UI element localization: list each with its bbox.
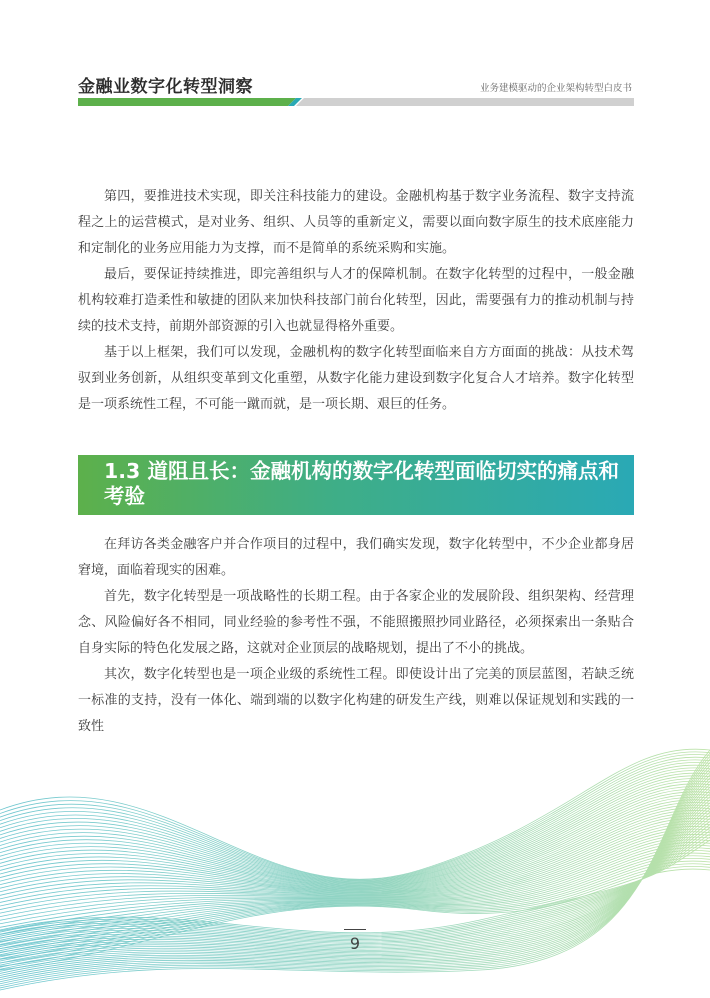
paragraph: 首先，数字化转型是一项战略性的长期工程。由于各家企业的发展阶段、组织架构、经营理念、风险偏好各不相同，同业经验的参考性不强，不能照搬照抄同业路径，必须探索出一条贴合自身实际的特色化发展之路，这就对企业顶层的战略规划，提出了不小的挑战。	[78, 589, 634, 656]
body-text-bottom	[78, 532, 634, 740]
paragraph: 第四，要推进技术实现，即关注科技能力的建设。金融机构基于数字业务流程、数字支持流程之上的运营模式，是对业务、组织、人员等的重新定义，需要以面向数字原生的技术底座能力和定制化的业务应用能力为支撑，而不是简单的系统采购和实施。	[78, 189, 634, 256]
section-title: 1.3 道阻且长：金融机构的数字化转型面临切实的痛点和考验	[104, 459, 619, 508]
section-banner	[78, 455, 634, 515]
header-title: 金融业数字化转型洞察	[78, 77, 253, 97]
paragraph: 基于以上框架，我们可以发现，金融机构的数字化转型面临来自方方面面的挑战：从技术驾驭到业务创新，从组织变革到文化重塑，从数字化能力建设到数字化复合人才培养。数字化转型是一项系统性工程，不可能一蹴而就，是一项长期、艰巨的任务。	[78, 345, 634, 412]
paragraph: 在拜访各类金融客户并合作项目的过程中，我们确实发现，数字化转型中，不少企业都身居窘境，面临着现实的困难。	[78, 537, 634, 578]
wave-line	[0, 784, 710, 887]
page-number-rule	[344, 929, 366, 930]
paragraph: 最后，要保证持续推进，即完善组织与人才的保障机制。在数字化转型的过程中，一般金融机构较难打造柔性和敏捷的团队来加快科技部门前台化转型，因此，需要强有力的推动机制与持续的技术支持，前期外部资源的引入也就显得格外重要。	[78, 267, 634, 334]
body-text-top	[78, 184, 634, 418]
paragraph: 其次，数字化转型也是一项企业级的系统性工程。即使设计出了完美的顶层蓝图，若缺乏统一标准的支持，没有一体化、端到端的以数字化构建的研发生产线，则难以保证规划和实践的一致性	[78, 667, 634, 734]
header-divider	[78, 98, 634, 106]
page-number: 9	[349, 934, 361, 953]
wave-decoration	[0, 720, 710, 998]
wave-line	[0, 754, 710, 880]
header-subtitle: 业务建模驱动的企业架构转型白皮书	[479, 83, 632, 94]
